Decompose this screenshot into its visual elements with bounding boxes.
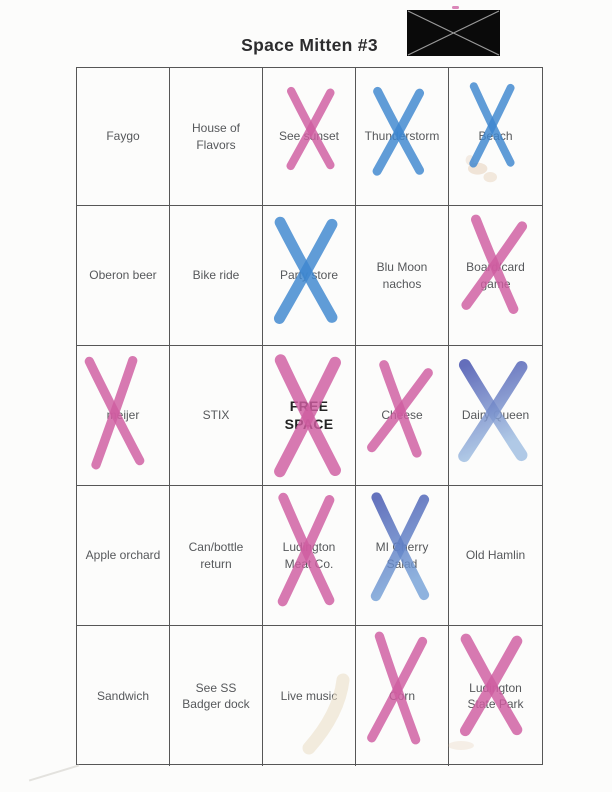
bingo-cell-mi-cherry-salad (356, 486, 449, 626)
bingo-cell-bike-ride (170, 206, 263, 346)
cell-label: Oberon beer (89, 268, 157, 283)
cell-label: Can/bottle return (188, 540, 244, 571)
cell-label: Sandwich (96, 688, 150, 703)
bingo-cell-party-store (263, 206, 356, 346)
marker-speck (452, 6, 459, 9)
bingo-cell-ludington-meat-co (263, 486, 356, 626)
bingo-cell-house-of-flavors (170, 68, 263, 206)
cell-label: Thunderstorm (364, 129, 440, 144)
bingo-cell-thunderstorm (356, 68, 449, 206)
bingo-cell-apple-orchard (77, 486, 170, 626)
cell-label: Party store (279, 268, 339, 283)
x-mark (468, 82, 516, 167)
bingo-cell-board-card-game (449, 206, 542, 346)
cell-label: FREE SPACE (284, 398, 334, 432)
bingo-cell-cheese (356, 346, 449, 486)
bingo-cell-see-sunset (263, 68, 356, 206)
cell-label: See sunset (278, 129, 340, 144)
bingo-cell-stix (170, 346, 263, 486)
bingo-cell-faygo (77, 68, 170, 206)
bingo-cell-see-ss-badger-dock (170, 626, 263, 766)
bingo-cell-sandwich (77, 626, 170, 766)
cell-label: Corn (388, 688, 415, 703)
marker-smudge (465, 155, 474, 165)
cell-label: STIX (202, 408, 230, 423)
broken-image-x-icon (407, 10, 500, 56)
bingo-cell-free-space (263, 346, 356, 486)
cell-label: MI Cherry Salad (375, 540, 429, 571)
bingo-cell-can-bottle-return (170, 486, 263, 626)
scan-smudge-dot (448, 741, 474, 750)
broken-image-placeholder (407, 10, 500, 56)
cell-label: Dairy Queen (461, 408, 530, 423)
cell-label: Old Hamlin (465, 548, 526, 563)
cell-label: Blu Moon nachos (376, 260, 428, 291)
bingo-cell-old-hamlin (449, 486, 542, 626)
bingo-cell-meijer (77, 346, 170, 486)
cell-label: Faygo (106, 129, 140, 144)
cell-label: See SS Badger dock (182, 680, 250, 711)
cell-label: Beach (478, 129, 513, 144)
page-title: Space Mitten #3 (241, 35, 378, 55)
marker-smudge (468, 162, 487, 174)
bingo-cell-corn (356, 626, 449, 766)
marker-smudge (483, 172, 497, 182)
bingo-cell-blu-moon-nachos (356, 206, 449, 346)
cell-label: Cheese (381, 408, 423, 423)
cell-label: Board/card game (466, 260, 525, 291)
cell-label: Ludington Meat Co. (282, 540, 336, 571)
bingo-cell-live-music (263, 626, 356, 766)
cell-label: Ludington State Park (467, 680, 524, 711)
bingo-cell-oberon-beer (77, 206, 170, 346)
cell-label: House of Flavors (191, 121, 241, 152)
bingo-grid (76, 67, 543, 765)
bingo-cell-beach (449, 68, 542, 206)
cell-label: Bike ride (192, 268, 240, 283)
cell-label: meijer (106, 408, 140, 423)
cell-label: Live music (280, 688, 338, 703)
bingo-cell-dairy-queen (449, 346, 542, 486)
cell-label: Apple orchard (85, 548, 161, 563)
scan-artifact-line (29, 764, 79, 781)
